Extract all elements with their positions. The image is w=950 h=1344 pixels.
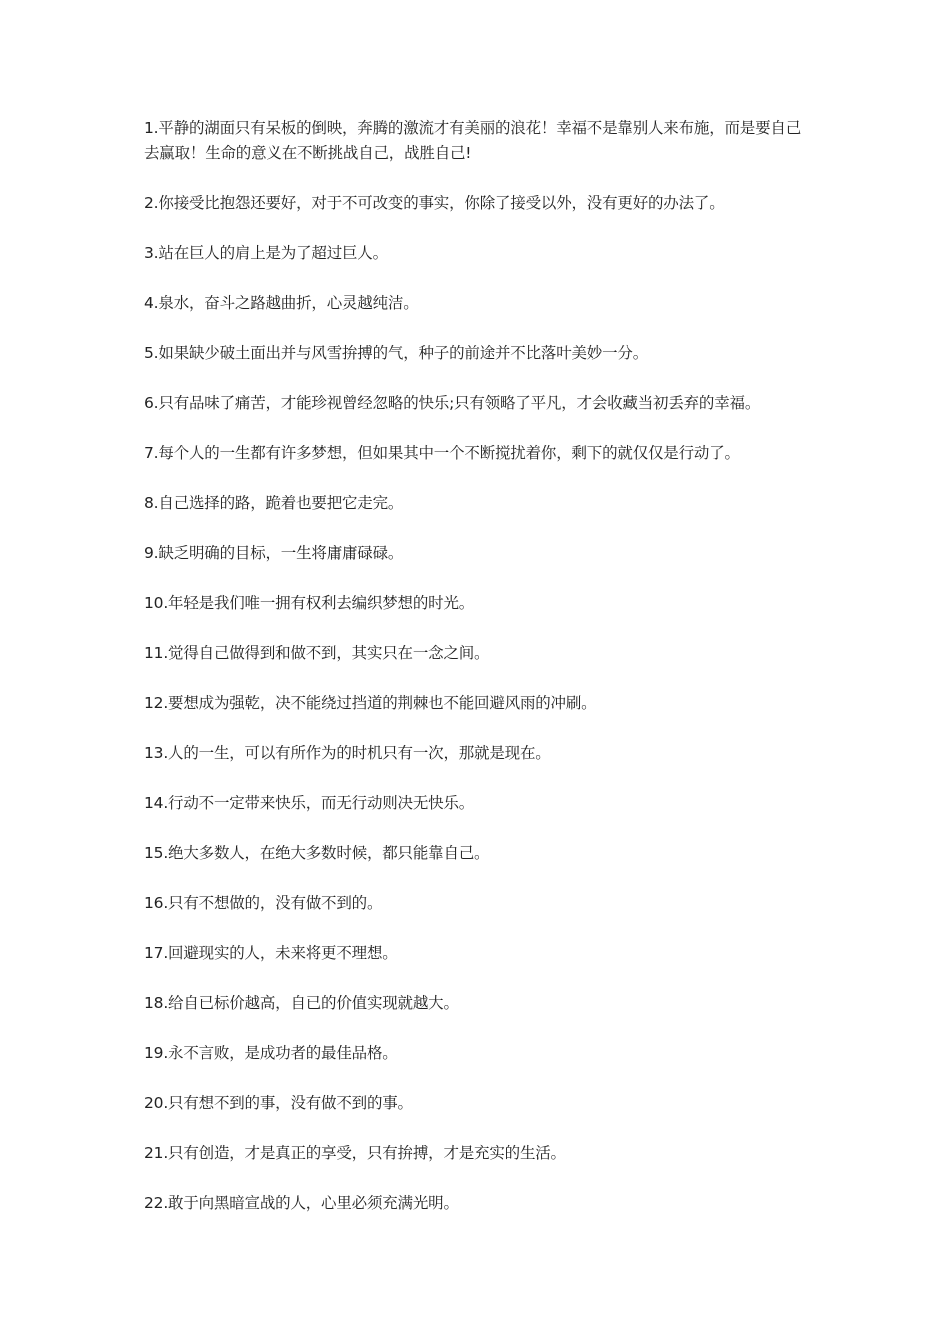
quote-item-4: 4.泉水，奋斗之路越曲折，心灵越纯洁。 bbox=[144, 294, 419, 312]
quote-item-11: 11.觉得自己做得到和做不到，其实只在一念之间。 bbox=[144, 644, 490, 662]
quote-item-3: 3.站在巨人的肩上是为了超过巨人。 bbox=[144, 244, 388, 262]
quote-item-9: 9.缺乏明确的目标，一生将庸庸碌碌。 bbox=[144, 544, 404, 562]
quote-item-18: 18.给自已标价越高，自已的价值实现就越大。 bbox=[144, 994, 459, 1012]
quote-item-13: 13.人的一生，可以有所作为的时机只有一次，那就是现在。 bbox=[144, 744, 551, 762]
quote-item-15: 15.绝大多数人，在绝大多数时候，都只能靠自己。 bbox=[144, 844, 490, 862]
quote-item-19: 19.永不言败，是成功者的最佳品格。 bbox=[144, 1044, 398, 1062]
quote-item-20: 20.只有想不到的事，没有做不到的事。 bbox=[144, 1094, 413, 1112]
quote-list bbox=[144, 116, 814, 1241]
quote-item-10: 10.年轻是我们唯一拥有权利去编织梦想的时光。 bbox=[144, 594, 475, 612]
quote-item-7: 7.每个人的一生都有许多梦想，但如果其中一个不断搅扰着你，剩下的就仅仅是行动了。 bbox=[144, 444, 740, 462]
quote-item-22: 22.敢于向黑暗宣战的人，心里必须充满光明。 bbox=[144, 1194, 459, 1212]
quote-item-2: 2.你接受比抱怨还要好，对于不可改变的事实，你除了接受以外，没有更好的办法了。 bbox=[144, 194, 725, 212]
quote-item-6: 6.只有品味了痛苦，才能珍视曾经忽略的快乐;只有领略了平凡，才会收藏当初丢弃的幸福。 bbox=[144, 394, 761, 412]
quote-item-14: 14.行动不一定带来快乐，而无行动则决无快乐。 bbox=[144, 794, 475, 812]
quote-item-1: 1.平静的湖面只有呆板的倒映，奔腾的激流才有美丽的浪花！幸福不是靠别人来布施，而是要自己去赢取！生命的意义在不断挑战自己，战胜自己! bbox=[144, 119, 801, 162]
quote-item-17: 17.回避现实的人，未来将更不理想。 bbox=[144, 944, 398, 962]
quote-item-8: 8.自己选择的路，跪着也要把它走完。 bbox=[144, 494, 404, 512]
quote-item-16: 16.只有不想做的，没有做不到的。 bbox=[144, 894, 383, 912]
quote-item-5: 5.如果缺少破土面出并与风雪拚搏的气，种子的前途并不比落叶美妙一分。 bbox=[144, 344, 648, 362]
quote-item-21: 21.只有创造，才是真正的享受，只有拚搏，才是充实的生活。 bbox=[144, 1144, 566, 1162]
quote-item-12: 12.要想成为强乾，决不能绕过挡道的荆棘也不能回避风雨的冲刷。 bbox=[144, 694, 597, 712]
